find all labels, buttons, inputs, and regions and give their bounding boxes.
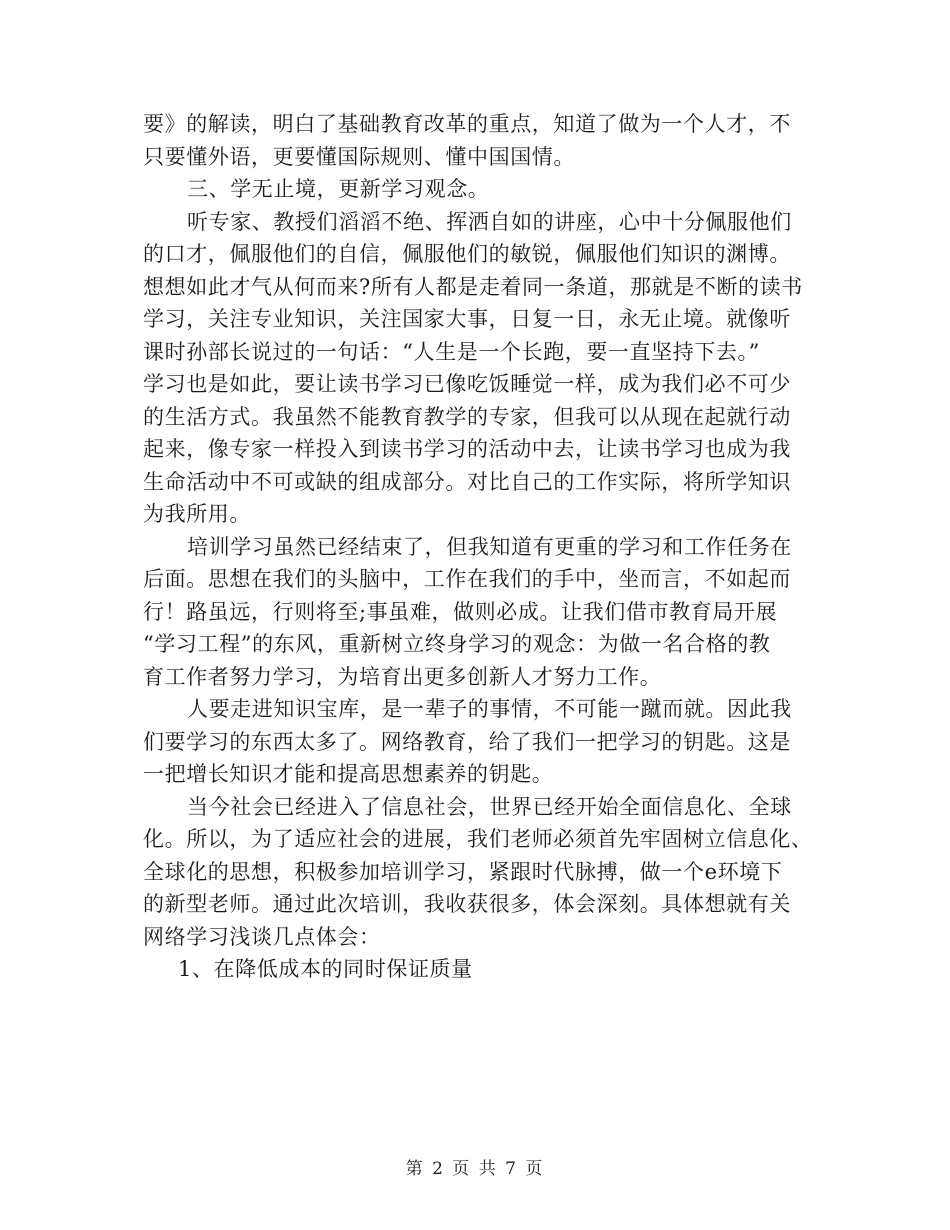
text-line: 的新型老师。通过此次培训，我收获很多，体会深刻。具体想就有关 [143,892,791,916]
text-line: 化。所以，为了适应社会的进展，我们老师必须首先牢固树立信息化、 [143,827,813,851]
text-line: 听专家、教授们滔滔不绝、挥洒自如的讲座，心中十分佩服他们 [187,209,792,234]
text-line: 们要学习的东西太多了。网络教育，给了我们一把学习的钥匙。这是 [143,729,791,754]
text-line: 行！路虽远，行则将至;事虽难，做则必成。让我们借市教育局开展 [143,599,778,624]
page-footer: 第 2 页 共 7 页 [405,1159,545,1179]
text-line: 为我所用。 [143,502,251,526]
text-line: 育工作者努力学习，为培育出更多创新人才努力工作。 [143,664,662,689]
text-line: 一把增长知识才能和提高思想素养的钥匙。 [143,762,554,786]
text-line: 当今社会已经进入了信息社会，世界已经开始全面信息化、全球 [187,794,792,819]
text-line: 生命活动中不可或缺的组成部分。对比自己的工作实际，将所学知识 [143,469,791,494]
text-line: “学习工程”的东风，重新树立终身学习的观念：为做一名合格的教 [143,632,771,656]
text-line: 想想如此才气从何而来?所有人都是走着同一条道，那就是不断的读书 [143,274,803,299]
text-line: 课时孙部长说过的一句话：“人生是一个长跑，要一直坚持下去。” [143,339,760,364]
text-line: 人要走进知识宝库，是一辈子的事情，不可能一蹴而就。因此我 [187,697,792,721]
text-line: 网络学习浅谈几点体会： [143,924,381,949]
text-line: 学习也是如此，要让读书学习已像吃饭睡觉一样，成为我们必不可少 [143,372,791,396]
text-line: 1、在降低成本的同时保证质量 [178,957,473,981]
text-line: 后面。思想在我们的头脑中，工作在我们的手中，坐而言，不如起而 [143,567,791,591]
text-line: 的口才，佩服他们的自信，佩服他们的敏锐，佩服他们知识的渊博。 [143,242,791,266]
text-line: 起来，像专家一样投入到读书学习的活动中去，让读书学习也成为我 [143,437,791,461]
text-line: 只要懂外语，更要懂国际规则、懂中国国情。 [143,144,575,169]
text-line: 学习，关注专业知识，关注国家大事，日复一日，永无止境。就像听 [143,307,791,331]
text-lines [143,108,813,986]
text-line: 全球化的思想，积极参加培训学习，紧跟时代脉搏，做一个e环境下 [143,859,783,884]
text-line: 要》的解读，明白了基础教育改革的重点，知道了做为一个人才，不 [143,112,791,136]
text-line: 三、学无止境，更新学习观念。 [187,177,490,201]
text-line: 培训学习虽然已经结束了，但我知道有更重的学习和工作任务在 [187,534,792,559]
text-line: 的生活方式。我虽然不能教育教学的专家，但我可以从现在起就行动 [143,404,791,429]
document-body [143,108,813,986]
